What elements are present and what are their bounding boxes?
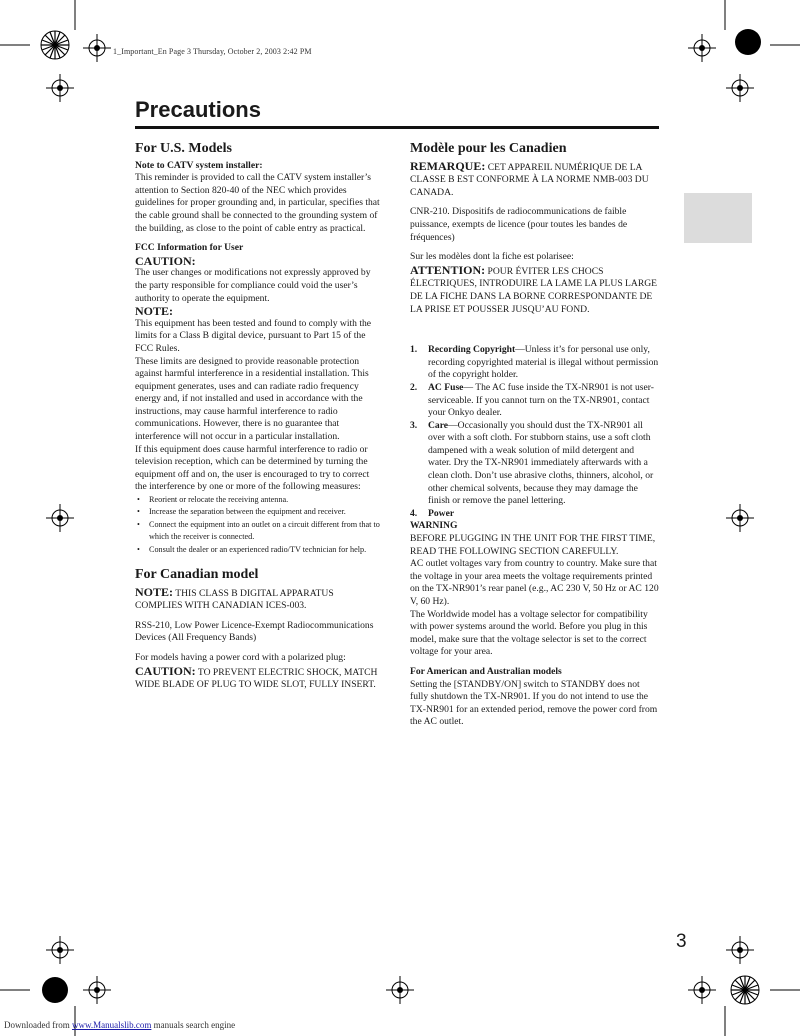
list-item: • Reorient or relocate the receiving antenna. xyxy=(149,494,383,506)
note-heading: NOTE: xyxy=(135,304,174,319)
left-column xyxy=(135,143,383,692)
standby-text: Setting the [STANDBY/ON] switch to STANDBY does not fully shutdown the TX-NR901. If you do not intend to use the TX-NR901 for an extended period, remove the power cord from the AC outlet. xyxy=(410,678,658,728)
canadian-note-label: NOTE: xyxy=(135,584,174,599)
page-title: Precautions xyxy=(135,97,261,122)
note-text-1: This equipment has been tested and found to comply with the limits for a Class B digital device, pursuant to Part 15 of the FCC Rules. xyxy=(135,317,372,354)
item-text: —Occasionally you should dust the TX-NR901 all over with a soft cloth. For stubborn stains, use a soft cloth dampened with a weak solution of mild detergent and water. Dry the TX-NR901 immediately afterwards with a clean cloth. Don’t use abrasive cloths, thinners, alcohol, or other chemical solvents, because they may damage the finish or remove the panel lettering. xyxy=(428,419,654,507)
polarized-plug-text: For models having a power cord with a polarized plug: xyxy=(135,652,346,664)
canadian-model-heading: For Canadian model xyxy=(135,567,259,583)
caution-heading: CAUTION: xyxy=(135,253,196,268)
precautions-list xyxy=(410,344,659,520)
canadian-caution-label: CAUTION: xyxy=(135,663,196,678)
list-item: • Consult the dealer or an experienced radio/TV technician for help. xyxy=(149,544,383,556)
remarque-label: REMARQUE: xyxy=(410,158,486,173)
item-text: — The AC fuse inside the TX-NR901 is not user-serviceable. If you cannot turn on the TX-NR901, contact your Onkyo dealer. xyxy=(428,381,654,419)
footer xyxy=(4,1020,235,1030)
print-header-note: 1_Important_En Page 3 Thursday, October 2, 2003 2:42 PM xyxy=(113,47,312,56)
attention-label: ATTENTION: xyxy=(410,262,486,277)
item-label: Recording Copyright xyxy=(428,344,516,356)
fcc-heading: FCC Information for User xyxy=(135,242,244,254)
canadian-note-text: THIS CLASS B DIGITAL APPARATUS COMPLIES WITH CANADIAN ICES-003. xyxy=(135,587,334,612)
manualslib-link[interactable]: www.Manualslib.com xyxy=(71,1020,152,1030)
list-item: • Increase the separation between the equipment and receiver. xyxy=(149,506,383,518)
title-rule xyxy=(135,126,659,129)
list-item: 3. Care—Occasionally you should dust the TX-NR901 all over with a soft cloth. For stubborn stains, use a soft cloth dampened with a weak solution of mild detergent and water. Dry the TX-NR901 immediately afterwards with a clean cloth. Don’t use abrasive cloths, thinners, alcohol, or other chemical solvents, because they may damage the finish or remove the panel lettering. xyxy=(410,419,654,507)
list-item: 4. Power xyxy=(410,507,455,519)
canadian-caution-text: TO PREVENT ELECTRIC SHOCK, MATCH WIDE BLADE OF PLUG TO WIDE SLOT, FULLY INSERT. xyxy=(135,666,378,691)
warning-text: BEFORE PLUGGING IN THE UNIT FOR THE FIRST TIME, READ THE FOLLOWING SECTION CAREFULLY. xyxy=(410,533,656,557)
footer-prefix: Downloaded from xyxy=(4,1020,72,1030)
footer-suffix: manuals search engine xyxy=(151,1020,236,1030)
list-item: 2. AC Fuse— The AC fuse inside the TX-NR901 is not user-serviceable. If you cannot turn on the TX-NR901, contact your Onkyo dealer. xyxy=(410,381,654,419)
section-tab xyxy=(684,193,752,243)
cnr-text: CNR-210. Dispositifs de radiocommunications de faible puissance, exempts de licence (pour toutes les bandes de fréquences) xyxy=(410,206,628,243)
list-item: 1. Recording Copyright—Unless it’s for personal use only, recording copyrighted material is illegal without permission of the copyright holder. xyxy=(410,344,659,381)
us-models-heading: For U.S. Models xyxy=(135,141,232,156)
remarque-text: CET APPAREIL NUMÉRIQUE DE LA CLASSE B EST CONFORME À LA NORME NMB-003 DU CANADA. xyxy=(410,161,649,198)
french-canadian-heading: Modèle pour les Canadien xyxy=(410,141,567,156)
caution-text: The user changes or modifications not expressly approved by the party responsible for compliance could void the user’s authority to operate the equipment. xyxy=(135,267,371,304)
page-number: 3 xyxy=(676,931,687,952)
ac-voltage-text: AC outlet voltages vary from country to country. Make sure that the voltage in your area meets the voltage requirements printed on the TX-NR901’s rear panel (e.g., AC 230 V, 50 Hz or AC 120 V, 60 Hz). xyxy=(410,558,659,607)
catv-heading: Note to CATV system installer: xyxy=(135,159,263,171)
polarisee-text: Sur les modèles dont la fiche est polarisee: xyxy=(410,251,574,263)
item-text: —Unless it’s for personal use only, recording copyrighted material is illegal without permission of the copyright holder. xyxy=(428,344,659,381)
american-australian-heading: For American and Australian models xyxy=(410,665,562,677)
worldwide-text: The Worldwide model has a voltage selector for compatibility with power systems around the world. Before you plug in this model, make sure that the voltage selector is set to the correct voltage for your area. xyxy=(410,608,648,658)
rss-text: RSS-210, Low Power Licence-Exempt Radiocommunications Devices (All Frequency Bands) xyxy=(135,619,374,644)
note-text-3: If this equipment does cause harmful interference to radio or television reception, which can be determined by turning the equipment off and on, the user is encouraged to try to correct the interference by one or more of the following measures: xyxy=(135,443,370,493)
catv-text: This reminder is provided to call the CATV system installer’s attention to Section 820-40 of the NEC which provides guidelines for proper grounding and, in particular, specifies that the cable ground shall be connected to the grounding system of the building, as close to the point of cable entry as practical. xyxy=(135,172,380,234)
list-item: • Connect the equipment into an outlet on a circuit different from that to which the receiver is connected. xyxy=(149,519,383,544)
note-text-2: These limits are designed to provide reasonable protection against harmful interference in a residential installation. This equipment generates, uses and can radiate radio frequency energy and, if not installed and used in accordance with the instructions, may cause harmful interference to radio communications. However, there is no guarantee that interference will not occur in a particular installation. xyxy=(135,355,369,443)
right-column xyxy=(410,143,659,729)
interference-measures-list xyxy=(135,494,383,556)
power-label: Power xyxy=(428,507,455,519)
item-label: AC Fuse xyxy=(428,381,464,393)
attention-text: POUR ÉVITER LES CHOCS ÉLECTRIQUES, INTRODUIRE LA LAME LA PLUS LARGE DE LA FICHE DANS LA BORNE CORRESPONDANTE DE LA PRISE ET POUSSER JUSQU’AU FOND. xyxy=(410,265,658,315)
item-label: Care xyxy=(428,419,449,431)
warning-label: WARNING xyxy=(410,520,458,532)
